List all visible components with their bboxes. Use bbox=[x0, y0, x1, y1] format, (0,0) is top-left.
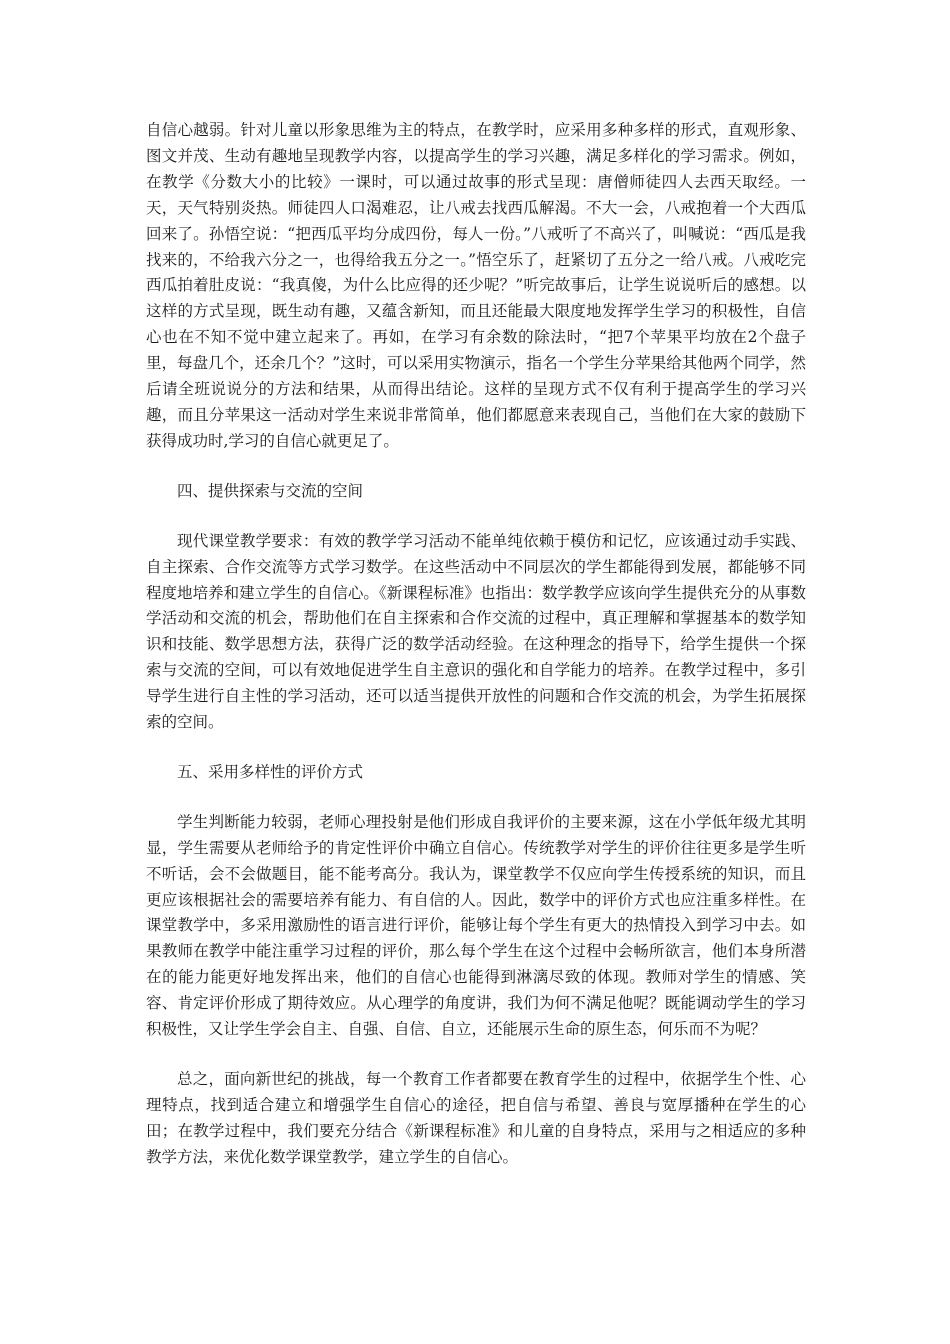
body-paragraph: 自信心越弱。针对儿童以形象思维为主的特点，在教学时，应采用多种多样的形式，直观形象、图文并茂、生动有趣地呈现教学内容，以提高学生的学习兴趣，满足多样化的学习需求。例如，在教学《分数大小的比较》一课时，可以通过故事的形式呈现：唐僧师徒四人去西天取经。一天，天气特别炎热。师徒四人口渴难忍，让八戒去找西瓜解渴。不大一会，八戒抱着一个大西瓜回来了。孙悟空说：“把西瓜平均分成四份，每人一份。”八戒听了不高兴了，叫喊说：“西瓜是我找来的，不给我六分之一，也得给我五分之一。”悟空乐了，赶紧切了五分之一给八戒。八戒吃完西瓜拍着肚皮说：“我真傻，为什么比应得的还少呢？”听完故事后，让学生说说听后的感想。以这样的方式呈现，既生动有趣，又蕴含新知，而且还能最大限度地发挥学生学习的积极性，自信心也在不知不觉中建立起来了。再如，在学习有余数的除法时，“把7个苹果平均放在2个盘子里，每盘几个，还余几个？”这时，可以采用实物演示，指名一个学生分苹果给其他两个同学，然后请全班说说分的方法和结果，从而得出结论。这样的呈现方式不仅有利于提高学生的学习兴趣，而且分苹果这一活动对学生来说非常简单，他们都愿意来表现自己，当他们在大家的鼓励下获得成功时,学习的自信心就更足了。 bbox=[146, 121, 806, 450]
body-paragraph: 学生判断能力较弱，老师心理投射是他们形成自我评价的主要来源，这在小学低年级尤其明显，学生需要从老师给予的肯定性评价中确立自信心。传统教学对学生的评价往往更多是学生听不听话，会不会做题目，能不能考高分。我认为，课堂教学不仅应向学生传授系统的知识，而且更应该根据社会的需要培养有能力、有自信的人。因此，数学中的评价方式也应注重多样性。在课堂教学中，多采用激励性的语言进行评价，能够让每个学生有更大的热情投入到学习中去。如果教师在教学中能注重学习过程的评价，那么每个学生在这个过程中会畅所欲言，他们本身所潜在的能力能更好地发挥出来，他们的自信心也能得到淋漓尽致的体现。教师对学生的情感、笑容、肯定评价形成了期待效应。从心理学的角度讲，我们为何不满足他呢？既能调动学生的学习积极性，又让学生学会自主、自强、自信、自立，还能展示生命的原生态，何乐而不为呢？ bbox=[146, 812, 806, 1039]
body-paragraph: 总之，面向新世纪的挑战，每一个教育工作者都要在教育学生的过程中，依据学生个性、心理特点，找到适合建立和增强学生自信心的途径，把自信与希望、善良与宽厚播种在学生的心田；在教学过程中，我们要充分结合《新课程标准》和儿童的自身特点，采用与之相适应的多种教学方法，来优化数学课堂教学，建立学生的自信心。 bbox=[146, 1070, 806, 1166]
section-heading: 五、采用多样性的评价方式 bbox=[177, 762, 364, 781]
section-heading: 四、提供探索与交流的空间 bbox=[177, 481, 364, 500]
paragraph-spacer bbox=[146, 505, 806, 529]
document-body bbox=[146, 118, 806, 1171]
paragraph-spacer bbox=[146, 786, 806, 810]
paragraph-spacer bbox=[146, 455, 806, 479]
paragraph-spacer bbox=[146, 736, 806, 760]
paragraph-spacer bbox=[146, 1043, 806, 1067]
body-paragraph: 现代课堂教学要求：有效的教学学习活动不能单纯依赖于模仿和记忆，应该通过动手实践、自主探索、合作交流等方式学习数学。在这些活动中不同层次的学生都能得到发展，都能够不同程度地培养和建立学生的自信心。《新课程标准》也指出：数学教学应该向学生提供充分的从事数学活动和交流的机会，帮助他们在自主探索和合作交流的过程中，真正理解和掌握基本的数学知识和技能、数学思想方法，获得广泛的数学活动经验。在这种理念的指导下，给学生提供一个探索与交流的空间，可以有效地促进学生自主意识的强化和自学能力的培养。在教学过程中，多引导学生进行自主性的学习活动，还可以适当提供开放性的问题和合作交流的机会，为学生拓展探索的空间。 bbox=[146, 531, 806, 732]
